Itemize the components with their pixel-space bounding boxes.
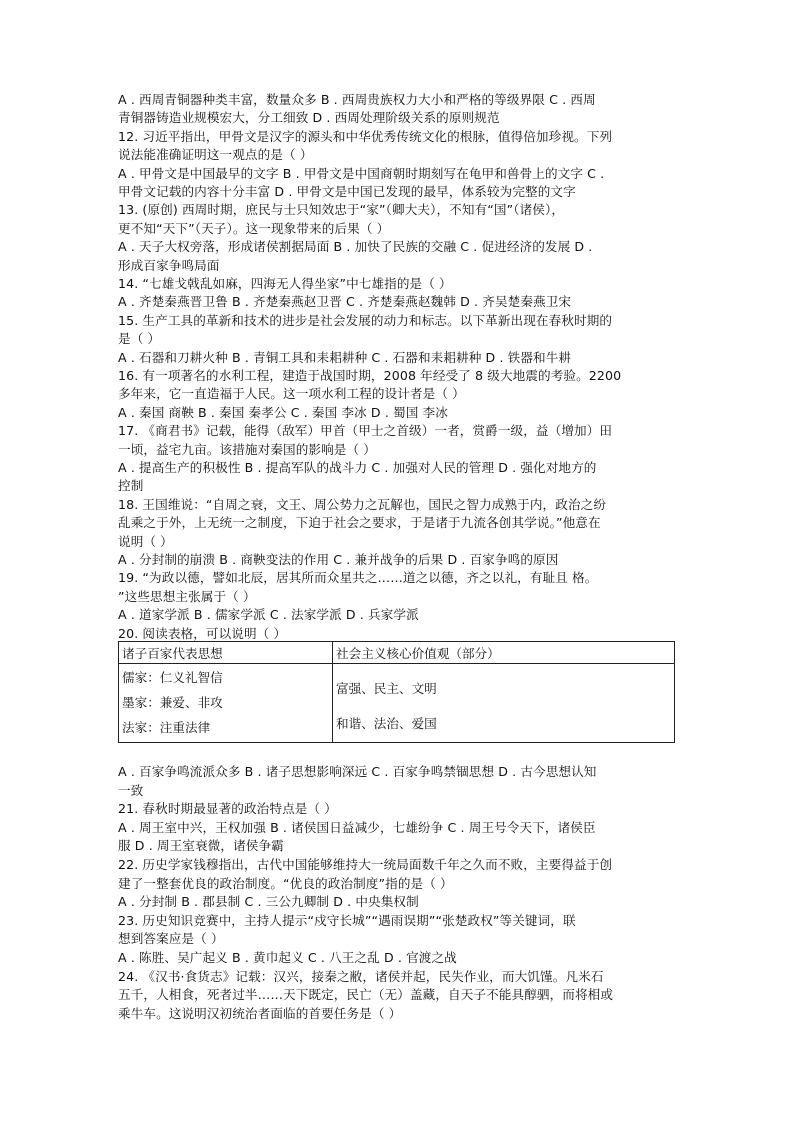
text-line: A . 陈胜、吴广起义 B . 黄巾起义 C . 八王之乱 D . 官渡之战 bbox=[118, 950, 457, 965]
text-line: 说明（ ） bbox=[118, 533, 173, 549]
text-line: A . 分封制的崩溃 B . 商鞅变法的作用 C . 兼并战争的后果 D . 百家争鸣的原因 bbox=[118, 552, 559, 567]
text-line: 乱乘之于外，上无统一之制度，下迫于社会之要求，于是诸于九流各创其学说。”他意在 bbox=[118, 515, 601, 531]
text-line: 多年来，它一直造福于人民。这一项水利工程的设计者是（ ） bbox=[118, 386, 465, 402]
text-line: A . 天子大权旁落，形成诸侯割据局面 B . 加快了民族的交融 C . 促进经济的发展 D . bbox=[118, 239, 593, 255]
text-line: 23. 历史知识竞赛中，主持人提示“戍守长城”“遇雨误期”“张楚政权”等关键词，联 bbox=[118, 912, 576, 928]
text-line: A . 百家争鸣流派众多 B . 诸子思想影响深远 C . 百家争鸣禁锢思想 D . 古今思想认知 bbox=[118, 764, 597, 779]
text-line: 15. 生产工具的革新和技术的进步是社会发展的动力和标志。以下革新出现在春秋时期的 bbox=[118, 312, 613, 328]
text-line: 18. 王国维说：“自周之衰，文王、周公势力之瓦解也，国民之智力成熟于内，政治之纷 bbox=[118, 496, 607, 512]
text-line: 12. 习近平指出，甲骨文是汉字的源头和中华优秀传统文化的根脉，值得倍加珍视。下列 bbox=[118, 128, 613, 144]
text-line: 建了一整套优良的政治制度。“优良的政治制度”指的是（ ） bbox=[118, 875, 453, 891]
table-header-left: 诸子百家代表思想 bbox=[119, 642, 333, 664]
text-line: A . 秦国 商鞅 B . 秦国 秦孝公 C . 秦国 李冰 D . 蜀国 李冰 bbox=[118, 404, 448, 420]
text-line: 甲骨文记载的内容十分丰富 D . 甲骨文是中国已发现的最早，体系较为完整的文字 bbox=[118, 184, 576, 199]
text-line: 16. 有一项著名的水利工程，建造于战国时期，2008 年经受了 8 级大地震的考验。2200 bbox=[118, 368, 622, 383]
table-header-right: 社会主义核心价值观（部分） bbox=[333, 642, 675, 664]
text-line: 形成百家争鸣局面 bbox=[118, 257, 220, 273]
table-item: 儒家：仁义礼智信 bbox=[122, 670, 223, 685]
text-line: 说法能准确证明这一观点的是（ ） bbox=[118, 147, 313, 163]
text-line: A . 道家学派 B . 儒家学派 C . 法家学派 D . 兵家学派 bbox=[118, 607, 419, 623]
table-cell-left bbox=[119, 664, 333, 743]
text-line: ”这些思想主张属于（ ） bbox=[118, 588, 256, 604]
text-line: A . 西周青铜器种类丰富，数量众多 B . 西周贵族权力大小和严格的等级界限 C . 西周 bbox=[118, 92, 596, 107]
text-line: 22. 历史学家钱穆指出，古代中国能够维持大一统局面数千年之久而不败，主要得益于创 bbox=[118, 857, 613, 872]
text-line: 一顷，益宅九亩。该措施对秦国的影响是（ ） bbox=[118, 441, 376, 457]
text-line: A . 石器和刀耕火种 B . 青铜工具和耒耜耕种 C . 石器和耒耜耕种 D . 铁器和牛耕 bbox=[118, 349, 572, 365]
text-line: 五千，人相食，死者过半……天下既定，民亡（无）盖藏，自天子不能具醇驷，而将相或 bbox=[118, 987, 614, 1003]
text-line: 19. “为政以德，譬如北辰，居其所而众星共之……道之以德，齐之以礼，有耻且 格。 bbox=[118, 570, 598, 586]
text-line: A . 甲骨文是中国最早的文字 B . 甲骨文是中国商朝时期刻写在龟甲和兽骨上的文字 C . bbox=[118, 165, 605, 181]
text-line: 控制 bbox=[118, 478, 144, 494]
text-line: 是（ ） bbox=[118, 331, 161, 347]
text-line: 更不知“天下”（天子）。这一现象带来的后果（ ） bbox=[118, 220, 390, 236]
comparison-table bbox=[118, 641, 675, 743]
text-line: A . 提高生产的积极性 B . 提高军队的战斗力 C . 加强对人民的管理 D . 强化对地方的 bbox=[118, 460, 597, 475]
table-item: 墨家：兼爱、非攻 bbox=[122, 695, 223, 710]
text-line: 青铜器铸造业规模宏大，分工细致 D . 西周处理阶级关系的原则规范 bbox=[118, 110, 500, 126]
table-header-row bbox=[119, 642, 675, 664]
table-item: 和谐、法治、爱国 bbox=[336, 716, 437, 731]
text-line: 想到答案应是（ ） bbox=[118, 931, 224, 947]
text-line: 服 D . 周王室衰微，诸侯争霸 bbox=[118, 838, 284, 854]
table-cell-right bbox=[333, 664, 675, 743]
text-line: 20. 阅读表格，可以说明（ ） bbox=[118, 625, 287, 641]
text-line: 17. 《商君书》记载，能得（敌军）甲首（甲士之首级）一者，赏爵一级，益（增加）田 bbox=[118, 423, 613, 439]
text-line: 乘牛车。这说明汉初统治者面临的首要任务是（ ） bbox=[118, 1005, 402, 1021]
text-line: A . 周王室中兴，王权加强 B . 诸侯国日益减少，七雄纷争 C . 周王号令天下，诸侯臣 bbox=[118, 819, 596, 835]
table-item: 富强、民主、文明 bbox=[336, 681, 437, 696]
table-item: 法家：注重法律 bbox=[122, 720, 211, 735]
text-line: 13. (原创) 西周时期，庶民与士只知效忠于“家”（卿大夫），不知有“国”（诸侯）， bbox=[118, 202, 565, 218]
text-line: A . 齐楚秦燕晋卫鲁 B . 齐楚秦燕赵卫晋 C . 齐楚秦燕赵魏韩 D . 齐吴楚秦燕卫宋 bbox=[118, 294, 572, 310]
text-line: A . 分封制 B . 郡县制 C . 三公九卿制 D . 中央集权制 bbox=[118, 894, 419, 910]
text-line: 14. “七雄戈戟乱如麻，四海无人得坐家”中七雄指的是（ ） bbox=[118, 276, 452, 291]
text-line: 一致 bbox=[118, 782, 144, 798]
table-body-row bbox=[119, 664, 675, 743]
text-line: 21. 春秋时期最显著的政治特点是（ ） bbox=[118, 801, 337, 817]
text-line: 24. 《汉书·食货志》记载：汉兴，接秦之敝，诸侯并起，民失作业，而大饥馑。凡米石 bbox=[118, 968, 604, 984]
